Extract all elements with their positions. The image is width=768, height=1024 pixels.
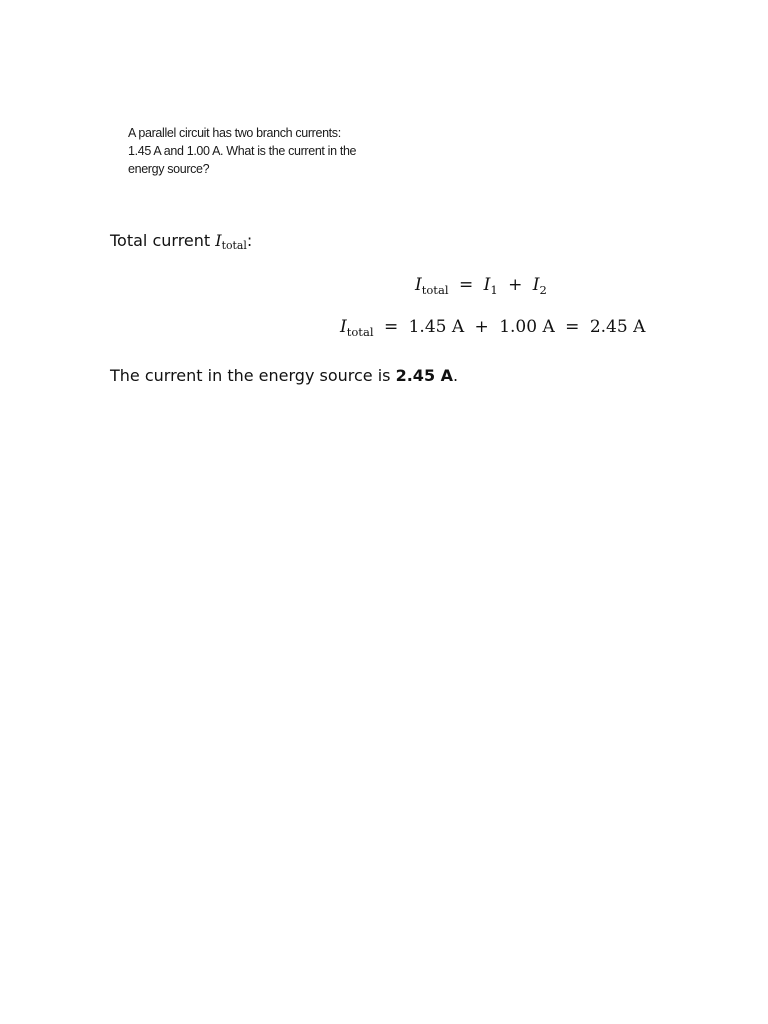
intro-symbol: I [215, 231, 222, 250]
answer-intro [110, 229, 252, 255]
equation-sum-formula [415, 272, 547, 299]
intro-suffix: : [246, 231, 253, 250]
eq1-term1-subscript: 1 [490, 282, 498, 297]
question-line-1: A parallel circuit has two branch currents: [128, 126, 341, 140]
eq2-lhs-symbol: I [340, 317, 347, 337]
answer-conclusion [110, 364, 458, 388]
eq2-equals-2: = [565, 317, 580, 337]
question-text [128, 124, 388, 178]
eq1-plus: + [508, 275, 523, 295]
intro-text: Total current [110, 231, 211, 250]
eq1-term2-subscript: 2 [539, 282, 547, 297]
eq1-term1-symbol: I [483, 275, 491, 295]
eq1-equals: = [458, 275, 474, 295]
eq1-term2-symbol: I [532, 275, 540, 295]
eq1-lhs-symbol: I [415, 275, 422, 295]
eq2-value-2: 1.00 A [499, 317, 555, 337]
eq1-lhs-subscript: total [421, 282, 449, 297]
eq2-value-1: 1.45 A [408, 317, 465, 337]
question-line-3: energy source? [128, 162, 210, 176]
conclusion-end: . [453, 366, 459, 385]
eq2-plus: + [474, 317, 489, 337]
eq2-equals: = [383, 317, 399, 337]
conclusion-text: The current in the energy source is [110, 366, 391, 385]
intro-subscript: total [221, 239, 247, 253]
conclusion-value: 2.45 A [395, 366, 454, 385]
question-line-2: 1.45 A and 1.00 A. What is the current in the [128, 144, 357, 158]
equation-sum-values [340, 314, 645, 341]
eq2-result: 2.45 A [589, 317, 646, 337]
eq2-lhs-subscript: total [346, 324, 374, 339]
